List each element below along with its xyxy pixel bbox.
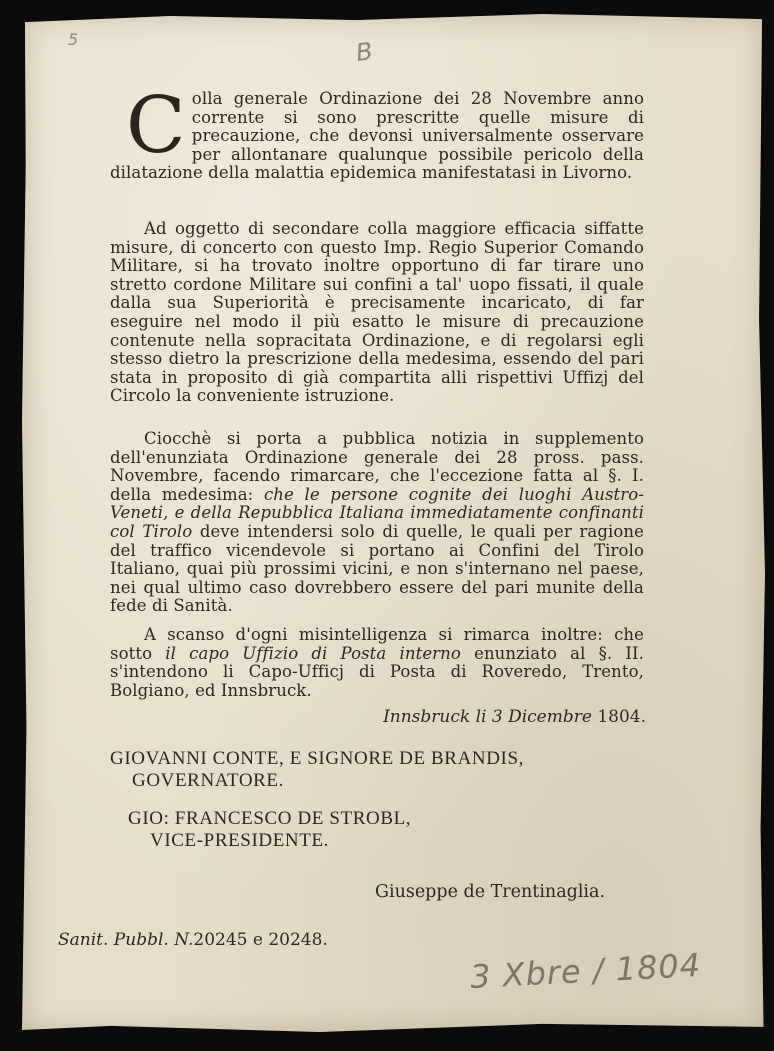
reference-number [58,930,328,950]
dateline [383,707,646,727]
paragraph-4-text-a: A scanso d'ogni misintelligenza si rimarca inoltre: che sotto [110,625,644,663]
drop-cap: C [126,81,186,171]
paragraph-3-quote: che le persone cognite dei luoghi Austro-Veneti, e della Repubblica Italiana immediatamente confinanti col Tirolo [110,484,644,541]
governor-title: GOVERNATORE. [132,770,284,791]
reference-label: Sanit. Pubbl. N. [58,930,194,950]
dateline-place: Innsbruck li 3 Dicembre [383,707,592,727]
paragraph-2 [110,220,644,406]
paragraph-4-quote: il capo Uffizio di Posta interno [165,643,461,663]
reference-numbers: 20245 e 20248. [193,930,328,950]
vice-president-title: VICE-PRESIDENTE. [150,830,330,851]
paragraph-1 [110,81,644,183]
governor-name: GIOVANNI CONTE, E SIGNORE DE BRANDIS, [110,748,524,769]
paragraph-3 [110,430,644,616]
paragraph-3-text-c: deve intendersi solo di quelle, le quali per ragione del traffico vicendevole si portano ai Confini del Tirolo Italiano, quai più prossimi vicini, e non s'internano nel paese, nei qual ultimo caso dovrebbero essere del pari munite della fede di Sanità. [110,521,644,616]
paragraph-3-text-a: Ciocchè si porta a pubblica notizia in supplemento dell'enunziata Ordinazione generale dei 28 pross. pass. Novembre, facendo rimarcare, che l'eccezione fatta al §. I. della medesima: [110,429,644,504]
vice-president-name: GIO: FRANCESCO DE STROBL, [128,808,412,829]
vice-president-signature [128,808,608,852]
secretary-signature: Giuseppe de Trentinaglia. [375,882,606,902]
paragraph-4-text-c: enunziato al §. II. s'intendono li Capo-Ufficj di Posta di Roveredo, Trento, Bolgiano, ed Innsbruck. [110,643,644,700]
governor-signature [110,748,630,792]
paragraph-2-text: Ad oggetto di secondare colla maggiore efficacia siffatte misure, di concerto con questo Imp. Regio Superior Comando Militare, si ha trovato inoltre opportuno di far tirare uno stretto cordone Militare sui confini a tal' uopo fissati, il quale dalla sua Superiorità è precisamente incaricato, di far eseguire nel modo il più esatto le misure di precauzione contenute nella sopracitata Ordinazione, e di regolarsi egli stesso dietro la prescrizione della medesima, essendo del pari stata in proposito di già compartita alli rispettivi Uffizj del Circolo la conveniente istruzione. [110,219,644,406]
top-pencil-mark: B [354,36,375,68]
handwritten-date-annotation: 3 Xbre / 1804 [469,945,703,997]
paragraph-1-text: olla generale Ordinazione dei 28 Novembre anno corrente si sono prescritte quelle misure di precauzione, che devonsi universalmente osservare per allontanare qualunque possibile pericolo della dilatazione della malattia epidemica manifestatasi in Livorno. [110,89,644,183]
corner-pencil-mark: 5 [68,30,79,49]
dateline-year: 1804. [597,707,646,727]
paragraph-4 [110,626,644,700]
